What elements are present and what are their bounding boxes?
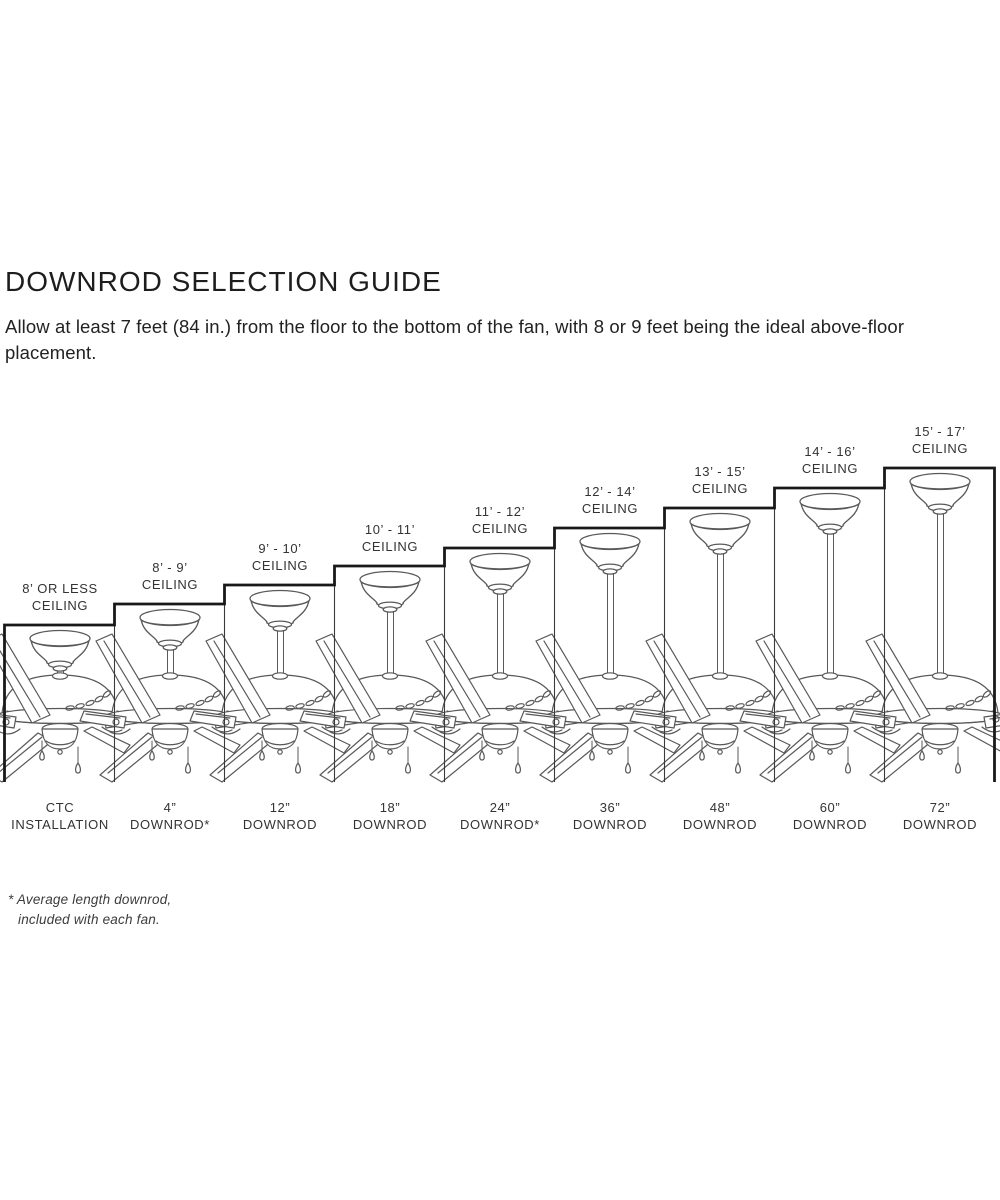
downrod-icon (827, 529, 834, 684)
downrod-size-label: 48” DOWNROD (682, 800, 758, 832)
ceiling-height-label: 8’ OR LESS CEILING (22, 581, 98, 613)
canopy-icon (900, 471, 980, 517)
downrod-icon (937, 509, 944, 684)
footnote-line-1: * Average length downrod, (8, 892, 172, 907)
downrod-size-label: 60” DOWNROD (792, 800, 868, 832)
footnote-line-2: included with each fan. (18, 911, 160, 927)
page-title: DOWNROD SELECTION GUIDE (5, 266, 442, 297)
ceiling-height-label: 13’ - 15’ CEILING (691, 464, 749, 496)
ceiling-height-label: 11’ - 12’ CEILING (471, 504, 529, 536)
downrod-icon (717, 549, 724, 684)
ceiling-height-label: 12’ - 14’ CEILING (581, 484, 639, 516)
ceiling-height-label: 8’ - 9’ CEILING (141, 560, 199, 592)
ceiling-height-label: 9’ - 10’ CEILING (251, 541, 309, 573)
canopy-icon (130, 607, 210, 653)
ceiling-fan-icon (860, 667, 1000, 782)
downrod-size-label: 18” DOWNROD (352, 800, 428, 832)
diagram-column (885, 424, 995, 832)
intro-text: Allow at least 7 feet (84 in.) from the floor to the bottom of the fan, with 8 or 9 feet being the ideal above-floor placement. (5, 316, 905, 364)
downrod-size-label: 12” DOWNROD (242, 800, 318, 832)
downrod-size-label: 24” DOWNROD* (460, 800, 540, 832)
ceiling-height-label: 15’ - 17’ CEILING (911, 424, 969, 456)
canopy-icon (570, 531, 650, 577)
downrod-size-label: 72” DOWNROD (902, 800, 978, 832)
downrod-size-label: CTC INSTALLATION (11, 800, 109, 832)
downrod-size-label: 36” DOWNROD (572, 800, 648, 832)
canopy-icon (460, 551, 540, 597)
canopy-icon (350, 569, 430, 615)
canopy-icon (680, 511, 760, 557)
canopy-icon (240, 588, 320, 634)
footnote (8, 890, 171, 929)
ceiling-height-label: 14’ - 16’ CEILING (801, 444, 859, 476)
ceiling-height-label: 10’ - 11’ CEILING (361, 522, 419, 554)
downrod-size-label: 4” DOWNROD* (130, 800, 210, 832)
canopy-icon (790, 491, 870, 537)
